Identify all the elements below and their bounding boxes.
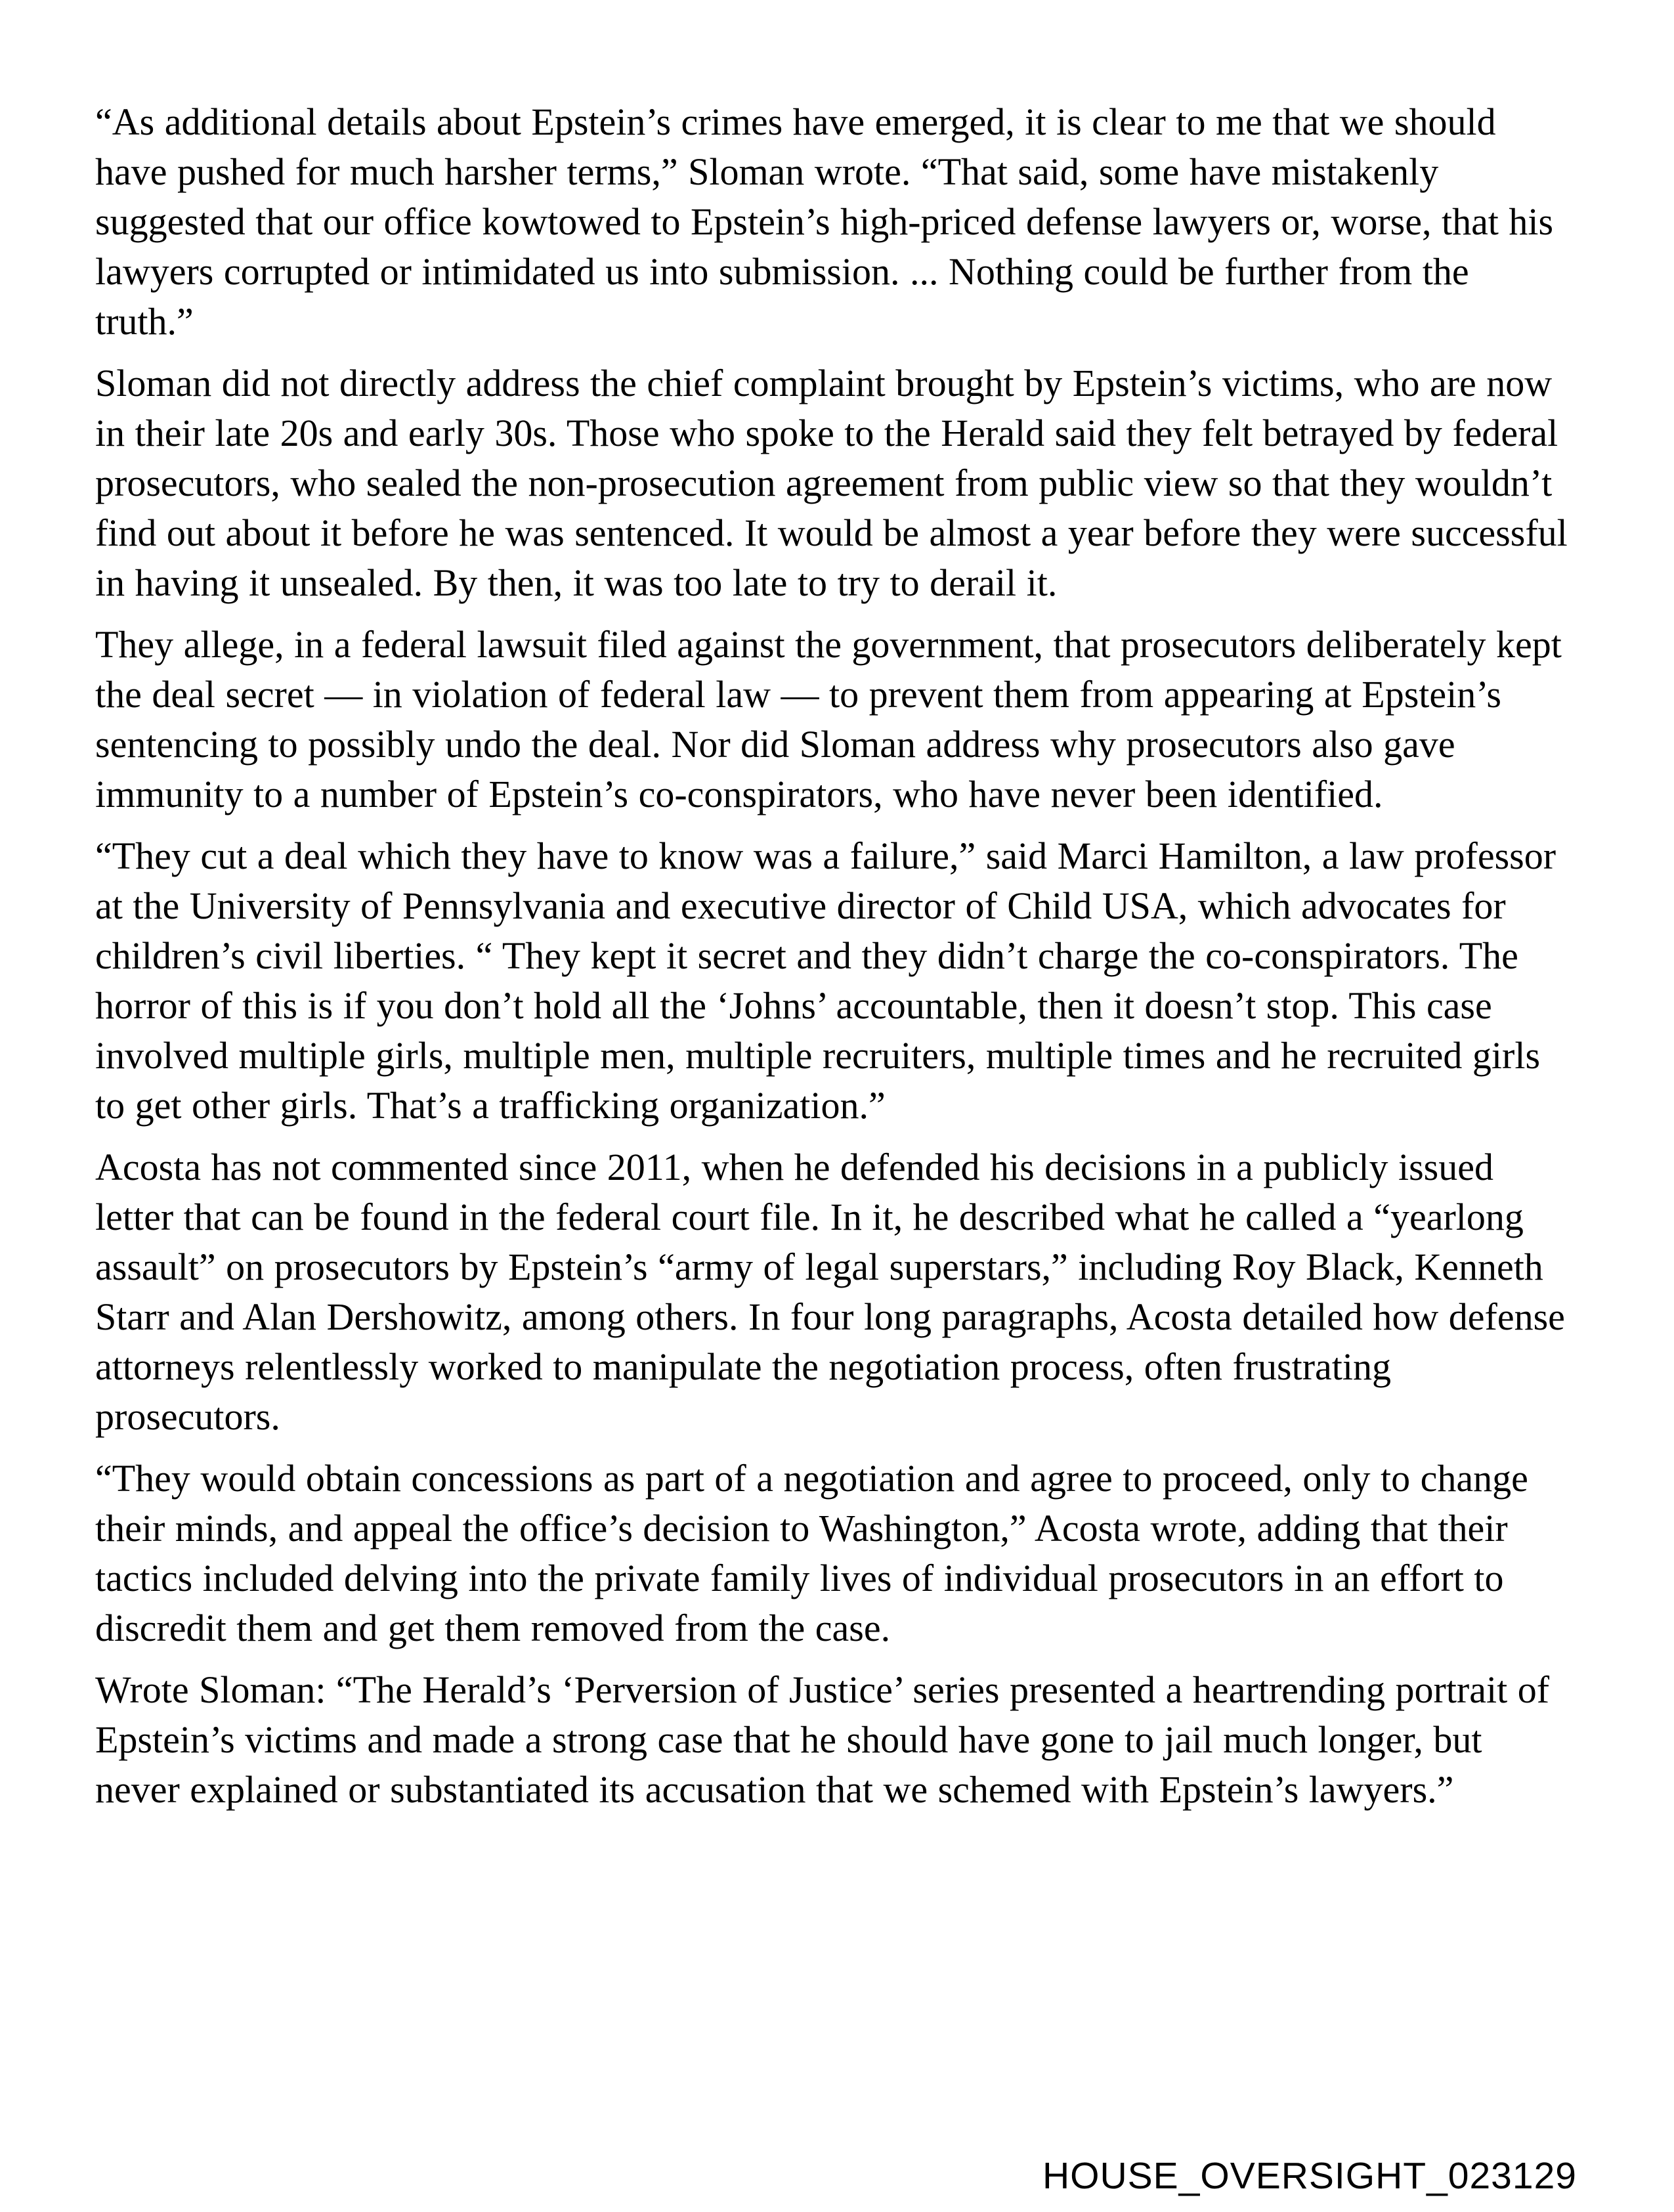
paragraph: Wrote Sloman: “The Herald’s ‘Perversion of Justice’ series presented a heartrending portrait of Epstein’s victims and made a strong case that he should have gone to jail much longer, but never explained or substantiated its accusation that we schemed with Epstein’s lawyers.” bbox=[95, 1668, 1550, 1811]
paragraph: “As additional details about Epstein’s crimes have emerged, it is clear to me that we should have pushed for much harsher terms,” Sloman wrote. “That said, some have mistakenly suggested that our office kowtowed to Epstein’s high-priced defense lawyers or, worse, that his lawyers corrupted or intimidated us into submission. ... Nothing could be further from the truth.” bbox=[95, 100, 1554, 343]
article-text-block bbox=[95, 97, 1572, 1827]
paragraph: “They would obtain concessions as part of a negotiation and agree to proceed, only to change their minds, and appeal the office’s decision to Washington,” Acosta wrote, adding that their tactics included delving into the private family lives of individual prosecutors in an effort to discredit them and get them removed from the case. bbox=[95, 1457, 1528, 1649]
bates-number: HOUSE_OVERSIGHT_023129 bbox=[1042, 2155, 1577, 2197]
paragraph: Acosta has not commented since 2011, when he defended his decisions in a publicly issued letter that can be found in the federal court file. In it, he described what he called a “yearlong assault” on prosecutors by Epstein’s “army of legal superstars,” including Roy Black, Kenneth Starr and Alan Dershowitz, among others. In four long paragraphs, Acosta detailed how defense attorneys relentlessly worked to manipulate the negotiation process, often frustrating prosecutors. bbox=[95, 1146, 1565, 1438]
paragraph: Sloman did not directly address the chief complaint brought by Epstein’s victims, who are now in their late 20s and early 30s. Those who spoke to the Herald said they felt betrayed by federal prosecutors, who sealed the non-prosecution agreement from public view so that they wouldn’t find out about it before he was sentenced. It would be almost a year before they were successful in having it unsealed. By then, it was too late to try to derail it. bbox=[95, 362, 1568, 604]
paragraph: They allege, in a federal lawsuit filed against the government, that prosecutors deliberately kept the deal secret — in violation of federal law — to prevent them from appearing at Epstein’s sentencing to possibly undo the deal. Nor did Sloman address why prosecutors also gave immunity to a number of Epstein’s co-conspirators, who have never been identified. bbox=[95, 623, 1562, 815]
paragraph: “They cut a deal which they have to know was a failure,” said Marci Hamilton, a law professor at the University of Pennsylvania and executive director of Child USA, which advocates for children’s civil liberties. “ They kept it secret and they didn’t charge the co-conspirators. The horror of this is if you don’t hold all the ‘Johns’ accountable, then it doesn’t stop. This case involved multiple girls, multiple men, multiple recruiters, multiple times and he recruited girls to get other girls. That’s a trafficking organization.” bbox=[95, 835, 1556, 1127]
